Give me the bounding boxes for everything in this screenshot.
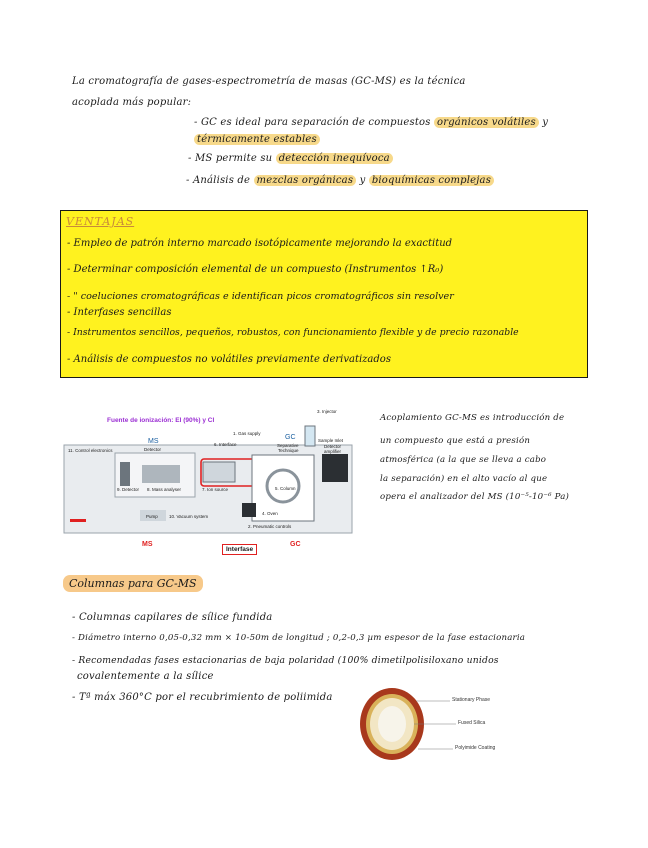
label-sample-inlet: Sample Inlet <box>318 438 344 443</box>
label-mass-analyser: 8. Mass analyser <box>147 487 182 492</box>
acoplamiento-line: un compuesto que está a presión <box>380 436 531 446</box>
intro-bullet-ms <box>188 153 393 164</box>
acoplamiento-line: Acoplamiento GC-MS es introducción de <box>380 413 565 423</box>
acoplamiento-line: atmosférica (a la que se lleva a cabo <box>380 455 547 465</box>
power-indicator <box>70 519 86 522</box>
ventaja-item: - Análisis de compuestos no volátiles previamente derivatizados <box>67 354 391 365</box>
ventaja-item: - Determinar composición elemental de un compuesto (Instrumentos ↑R₀) <box>67 264 444 275</box>
bullet-text: y <box>542 117 549 128</box>
bullet-text: - MS permite su <box>188 153 273 164</box>
gc-tag: GC <box>290 541 301 548</box>
highlight-thermal: térmicamente estables <box>194 134 320 145</box>
label-ion-source: 7. Ion source <box>202 487 229 492</box>
columnas-item: - Tª máx 360°C por el recubrimiento de poliimida <box>72 692 333 703</box>
highlight-biochemical: bioquímicas complejas <box>369 175 494 186</box>
bullet-text: - Análisis de <box>186 175 251 186</box>
columnas-heading: Columnas para GC-MS <box>63 575 203 592</box>
ion-source-label: Fuente de ionización: EI (90%) y CI <box>107 417 215 424</box>
bullet-text: - GC es ideal para separación de compuestos <box>194 117 431 128</box>
ventajas-box <box>60 210 588 378</box>
columnas-item: - Diámetro interno 0,05-0,32 mm × 10-50m de longitud ; 0,2-0,3 µm espesor de la fase estacionaria <box>72 633 526 643</box>
columnas-item: - Columnas capilares de sílice fundida <box>72 612 273 623</box>
label-injector: 3. Injector <box>317 409 337 414</box>
label-detector: 9. Detector <box>117 487 140 492</box>
columnas-item: covalentemente a la sílice <box>77 671 214 682</box>
gcms-diagram <box>62 407 357 557</box>
label-technique: Technique <box>278 448 299 453</box>
label-gc: GC <box>285 434 296 441</box>
bullet-text: y <box>359 175 366 186</box>
ventaja-item: - Interfases sencillas <box>67 307 172 318</box>
bore <box>378 706 406 742</box>
label-polyimide: Polyimide Coating <box>455 745 496 751</box>
label-interface: 6. Interface <box>214 442 237 447</box>
detector-block <box>120 462 130 486</box>
label-stationary: Stationary Phase <box>452 697 491 703</box>
columnas-item: - Recomendadas fases estacionarias de baja polaridad (100% dimetilpolisiloxano unidos <box>72 655 499 666</box>
ventaja-item: - " coeluciones cromatográficas e identifican picos cromatográficos sin resolver <box>67 291 454 302</box>
label-detector-amp: Detector <box>324 444 342 449</box>
ion-source-block <box>203 462 235 482</box>
label-pneumatic: 2. Pneumatic controls <box>248 524 292 529</box>
intro-line-2: acoplada más popular: <box>72 97 192 108</box>
capillary-illustration <box>352 683 502 765</box>
intro-bullet-analysis <box>186 175 494 186</box>
label-fused: Fused Silica <box>458 720 486 726</box>
interfase-tag: Interfase <box>222 544 257 555</box>
highlight-volatiles: orgánicos volátiles <box>434 117 539 128</box>
label-separative: Separative <box>277 443 299 448</box>
label-detector-top: Detector <box>144 447 162 452</box>
label-vacuum: 10. Vacuum system <box>169 514 209 519</box>
intro-bullet-gc-cont <box>194 134 320 145</box>
acoplamiento-line: la separación) en el alto vacío al que <box>380 474 548 484</box>
label-gas-supply: 1. Gas supply <box>233 431 261 436</box>
highlight-organic: mezclas orgánicas <box>254 175 357 186</box>
mass-analyser-block <box>142 465 180 483</box>
label-oven: 4. Oven <box>262 511 278 516</box>
ventajas-heading: VENTAJAS <box>66 215 135 228</box>
label-ms: MS <box>148 438 159 445</box>
amplifier-block <box>322 454 348 482</box>
highlight-detection: detección inequívoca <box>276 153 393 164</box>
label-column: 5. Column <box>275 486 296 491</box>
intro-line-1: La cromatografía de gases-espectrometría de masas (GC-MS) es la técnica <box>72 76 466 87</box>
ms-tag: MS <box>142 541 153 548</box>
label-control: 11. Control electronics <box>68 448 113 453</box>
label-amplifier: amplifier <box>324 449 342 454</box>
label-pump: Pump <box>146 514 158 519</box>
acoplamiento-line: opera el analizador del MS (10⁻⁵-10⁻⁶ Pa) <box>380 492 570 502</box>
injector-block <box>305 426 315 446</box>
ventaja-item: - Instrumentos sencillos, pequeños, robustos, con funcionamiento flexible y de precio razonable <box>67 327 519 338</box>
pneumatic-block <box>242 503 256 517</box>
gcms-schematic <box>62 407 357 557</box>
intro-bullet-gc <box>194 117 548 128</box>
ventaja-item: - Empleo de patrón interno marcado isotópicamente mejorando la exactitud <box>67 238 453 249</box>
